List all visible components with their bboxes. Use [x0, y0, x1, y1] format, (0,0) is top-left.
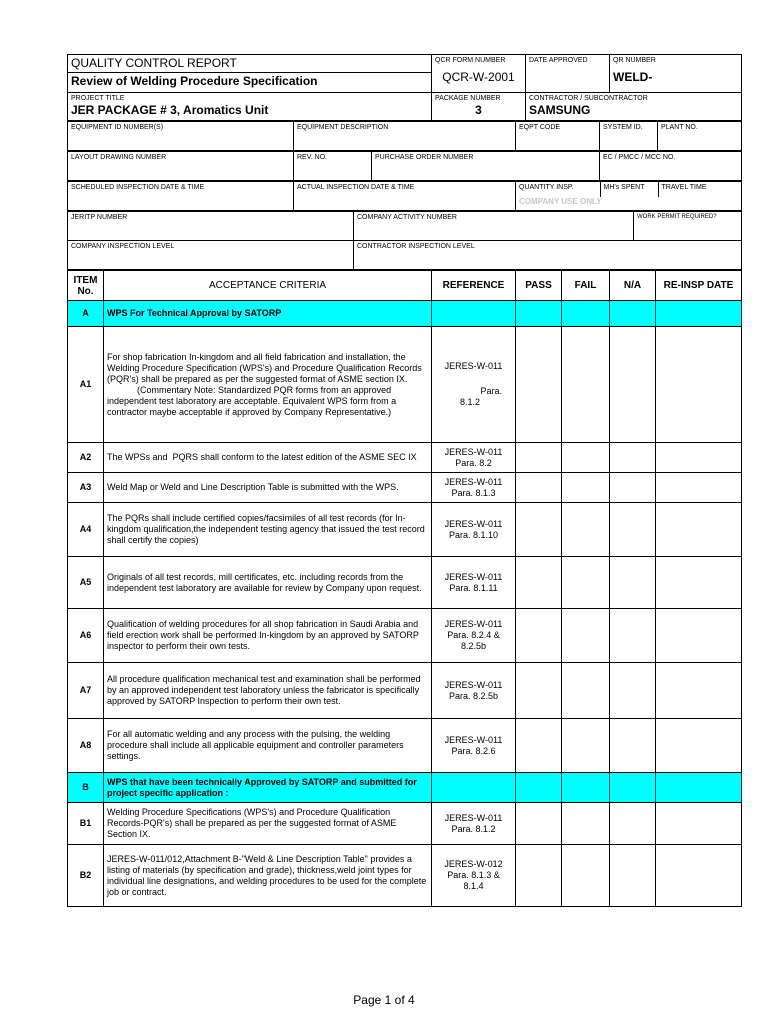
reference — [432, 663, 516, 719]
item-number: A7 — [68, 663, 104, 719]
work-permit-field[interactable] — [634, 212, 742, 241]
reference — [432, 845, 516, 907]
reinsp-date-cell[interactable] — [656, 845, 742, 907]
reference-line: Para. 8.1.11 — [449, 582, 498, 593]
na-cell[interactable] — [610, 609, 656, 663]
criteria-row — [68, 443, 742, 473]
fail-cell[interactable] — [562, 557, 610, 609]
item-number: B2 — [68, 845, 104, 907]
activity-info-grid — [67, 211, 742, 270]
reference — [432, 503, 516, 557]
equipment-desc-label: EQUIPMENT DESCRIPTION — [297, 124, 389, 131]
fail-cell — [562, 301, 610, 327]
reinsp-date-cell[interactable] — [656, 503, 742, 557]
criteria-row — [68, 719, 742, 773]
qcr-form-number-cell — [432, 55, 526, 93]
jeritp-number-label: JERITP NUMBER — [71, 214, 128, 221]
mhs-spent-field[interactable] — [600, 182, 658, 197]
criteria-text: JERES-W-011/012,Attachment B-"Weld & Line Description Table" provides a listing of materials (by specification and grade), thickness,weld joint types for individual line designations, and welding procedures to be used for the complete job or contract. — [104, 845, 432, 907]
reference — [432, 557, 516, 609]
reinsp-date-cell[interactable] — [656, 663, 742, 719]
pass-cell[interactable] — [516, 473, 562, 503]
pass-cell[interactable] — [516, 557, 562, 609]
reference-line: JERES-W-011 — [444, 361, 503, 371]
company-activity-label: COMPANY ACTIVITY NUMBER — [357, 214, 457, 221]
criteria-row — [68, 473, 742, 503]
criteria-text: WPS that have been technically Approved by SATORP and submitted for project specific application : — [104, 773, 432, 803]
company-insp-level-field[interactable] — [68, 241, 354, 270]
reinsp-date-cell[interactable] — [656, 719, 742, 773]
col-fail: FAIL — [562, 271, 610, 301]
item-number: B — [68, 773, 104, 803]
criteria-text: All procedure qualification mechanical test and examination shall be performed by an approved independent test laboratory unless the fabricator is specifically approved by SATORP Inspection to perform their own test. — [104, 663, 432, 719]
pass-cell[interactable] — [516, 443, 562, 473]
actual-inspection-field[interactable] — [294, 182, 516, 211]
drawing-info-grid — [67, 151, 742, 181]
travel-time-field[interactable] — [658, 182, 742, 197]
item-number: A2 — [68, 443, 104, 473]
pass-cell[interactable] — [516, 803, 562, 845]
purchase-order-field[interactable] — [372, 152, 600, 181]
company-use-only-cell — [516, 197, 742, 206]
work-permit-label: WORK PERMIT REQUIRED? — [637, 214, 717, 220]
pass-cell[interactable] — [516, 719, 562, 773]
col-item-no-label: No. — [77, 285, 94, 297]
reinsp-date-cell[interactable] — [656, 609, 742, 663]
item-number: A8 — [68, 719, 104, 773]
plant-no-field[interactable] — [658, 122, 742, 151]
criteria-text: Originals of all test records, mill certificates, etc. including records from the independent test laboratory are available for review by Company upon request. — [104, 557, 432, 609]
inspection-info-grid — [67, 181, 742, 211]
reference-line: JERES-W-011 — [444, 734, 503, 745]
criteria-row — [68, 845, 742, 907]
na-cell[interactable] — [610, 503, 656, 557]
equipment-id-field[interactable] — [68, 122, 294, 151]
reference — [432, 327, 516, 443]
reinsp-date-cell[interactable] — [656, 473, 742, 503]
company-activity-field[interactable] — [354, 212, 634, 241]
col-criteria: ACCEPTANCE CRITERIA — [104, 271, 432, 301]
report-title: QUALITY CONTROL REPORT — [71, 56, 237, 70]
actual-inspection-label: ACTUAL INSPECTION DATE & TIME — [297, 184, 415, 191]
company-use-only-note: COMPANY USE ONLY — [519, 197, 602, 206]
rev-no-label: REV. NO. — [297, 154, 328, 161]
col-item — [68, 271, 104, 301]
item-number: A — [68, 301, 104, 327]
company-use-cell — [516, 182, 742, 211]
report-header — [67, 54, 742, 121]
qr-number-cell — [610, 55, 742, 93]
qcr-form-number-label: QCR FORM NUMBER — [435, 57, 506, 64]
equipment-id-label: EQUIPMENT ID NUMBER(S) — [71, 124, 164, 131]
criteria-row — [68, 557, 742, 609]
criteria-row — [68, 327, 742, 443]
reference-line: Para. 8.2.5b — [448, 690, 499, 701]
reference-line: Para. 8.2.6 — [451, 745, 496, 756]
reference-line: JERES-W-012 — [444, 859, 503, 869]
reinsp-date-cell — [656, 773, 742, 803]
reference-line: Para. 8.1.3 — [451, 487, 496, 498]
reinsp-date-cell[interactable] — [656, 803, 742, 845]
purchase-order-label: PURCHASE ORDER NUMBER — [375, 154, 474, 161]
criteria-row — [68, 803, 742, 845]
contractor-cell — [526, 93, 742, 121]
fail-cell[interactable] — [562, 327, 610, 443]
item-number: A4 — [68, 503, 104, 557]
criteria-text: The PQRs shall include certified copies/facsimiles of all test records (for In-kingdom qualification,the independent testing agency that issued the test record shall certify the copies) — [104, 503, 432, 557]
reference-line: Para. — [480, 386, 502, 396]
reference — [432, 473, 516, 503]
criteria-text: Welding Procedure Specifications (WPS's) and Procedure Qualification Records-PQR's) shall be prepared as per the suggested format of ASME Section IX. — [104, 803, 432, 845]
contractor: SAMSUNG — [529, 103, 591, 117]
travel-time-label: TRAVEL TIME — [661, 184, 707, 191]
na-cell[interactable] — [610, 473, 656, 503]
package-number-cell — [432, 93, 526, 121]
contractor-insp-level-field[interactable] — [354, 241, 742, 270]
qc-report-form — [67, 54, 741, 907]
criteria-text: For shop fabrication In-kingdom and all field fabrication and installation, the Welding Procedure Specification (WPS's) and Procedure Qualification Records (PQR's) shall be prepared as per the suggested format of ASME section IX. (Commentary Note: Standardized PQR forms from an approved independent test laboratory are acceptable. Equivalent WPS form from a contractor maybe acceptable if approved by Company Representative.) — [104, 327, 432, 443]
pass-cell[interactable] — [516, 327, 562, 443]
fail-cell[interactable] — [562, 845, 610, 907]
reference-line: Para. 8.1.2 — [451, 823, 496, 834]
na-cell[interactable] — [610, 719, 656, 773]
reference — [432, 443, 516, 473]
package-number-label: PACKAGE NUMBER — [435, 95, 501, 102]
fail-cell[interactable] — [562, 663, 610, 719]
reference-line: Para. 8.1.10 — [448, 529, 499, 540]
pass-cell[interactable] — [516, 845, 562, 907]
reinsp-date-cell[interactable] — [656, 557, 742, 609]
qr-number-label: QR NUMBER — [613, 57, 656, 64]
na-cell[interactable] — [610, 803, 656, 845]
reference — [432, 773, 516, 803]
item-number: A3 — [68, 473, 104, 503]
rev-no-field[interactable] — [294, 152, 372, 181]
quantity-insp-label: QUANTITY INSP. — [519, 184, 574, 191]
equipment-info-grid — [67, 121, 742, 151]
qcr-form-number: QCR-W-2001 — [442, 70, 515, 84]
item-number: A5 — [68, 557, 104, 609]
fail-cell[interactable] — [562, 609, 610, 663]
criteria-text: Qualification of welding procedures for all shop fabrication in Saudi Arabia and field erection work shall be performed In-kingdom by an approved by SATORP inspector to perform their own tests. — [104, 609, 432, 663]
criteria-row — [68, 609, 742, 663]
ec-pmcc-field[interactable] — [600, 152, 742, 181]
quantity-insp-field[interactable] — [516, 182, 600, 197]
na-cell[interactable] — [610, 327, 656, 443]
company-insp-level-label: COMPANY INSPECTION LEVEL — [71, 243, 175, 250]
checklist-header-row — [68, 271, 742, 301]
system-id-field[interactable] — [600, 122, 658, 151]
criteria-row — [68, 503, 742, 557]
col-na: N/A — [610, 271, 656, 301]
na-cell — [610, 773, 656, 803]
reference-line: Para. 8.2 — [455, 457, 492, 468]
criteria-text: Weld Map or Weld and Line Description Table is submitted with the WPS. — [104, 473, 432, 503]
reference-line: JERES-W-011 — [444, 619, 503, 629]
pass-cell[interactable] — [516, 503, 562, 557]
na-cell[interactable] — [610, 663, 656, 719]
fail-cell[interactable] — [562, 503, 610, 557]
col-reinsp-date: RE-INSP DATE — [656, 271, 742, 301]
report-subtitle-cell — [68, 73, 432, 93]
eqpt-code-field[interactable] — [516, 122, 600, 151]
layout-drawing-label: LAYOUT DRAWING NUMBER — [71, 154, 167, 161]
fail-cell[interactable] — [562, 443, 610, 473]
acceptance-checklist — [67, 270, 742, 907]
ec-pmcc-label: EC / PMCC / MCC NO. — [603, 154, 676, 161]
reference — [432, 719, 516, 773]
criteria-text: For all automatic welding and any process with the pulsing, the welding procedure shall include all applicable equipment and controller parameters settings. — [104, 719, 432, 773]
reinsp-date-cell[interactable] — [656, 327, 742, 443]
page-number: Page 1 of 4 — [353, 993, 415, 1007]
project-title-cell — [68, 93, 432, 121]
pass-cell[interactable] — [516, 609, 562, 663]
reference-line: JERES-W-011 — [444, 476, 503, 487]
plant-no-label: PLANT NO. — [661, 124, 698, 131]
pass-cell — [516, 301, 562, 327]
reference — [432, 803, 516, 845]
criteria-row — [68, 663, 742, 719]
reinsp-date-cell[interactable] — [656, 443, 742, 473]
reference-line: 8.2.5b — [460, 641, 487, 651]
na-cell[interactable] — [610, 443, 656, 473]
criteria-text: The WPSs and PQRS shall conform to the latest edition of the ASME SEC IX — [104, 443, 432, 473]
reinsp-date-cell — [656, 301, 742, 327]
reference-line: JERES-W-011 — [444, 446, 503, 457]
criteria-text: WPS For Technical Approval by SATORP — [104, 301, 432, 327]
reference-line: 8.1.4 — [463, 881, 484, 891]
fail-cell[interactable] — [562, 719, 610, 773]
item-number: A1 — [68, 327, 104, 443]
layout-drawing-field[interactable] — [68, 152, 294, 181]
company-use-table — [516, 182, 742, 206]
item-number: B1 — [68, 803, 104, 845]
col-pass: PASS — [516, 271, 562, 301]
reference-line: JERES-W-011 — [444, 812, 503, 823]
scheduled-inspection-field[interactable] — [68, 182, 294, 211]
reference-line: JERES-W-011 — [444, 679, 503, 690]
na-cell — [610, 301, 656, 327]
col-item-label: ITEM — [73, 274, 98, 286]
reference — [432, 301, 516, 327]
fail-cell — [562, 773, 610, 803]
na-cell[interactable] — [610, 557, 656, 609]
project-title-label: PROJECT TITLE — [71, 95, 125, 102]
reference-line: 8.1.2 — [460, 397, 481, 407]
reference — [432, 609, 516, 663]
reference-line: JERES-W-011 — [444, 518, 503, 529]
pass-cell — [516, 773, 562, 803]
fail-cell[interactable] — [562, 803, 610, 845]
date-approved-cell — [526, 55, 610, 93]
package-number: 3 — [475, 103, 482, 117]
reference-line: Para. 8.2.4 & — [447, 630, 500, 640]
contractor-insp-level-label: CONTRACTOR INSPECTION LEVEL — [357, 243, 475, 250]
date-approved-label: DATE APPROVED — [529, 57, 588, 64]
pass-cell[interactable] — [516, 663, 562, 719]
system-id-label: SYSTEM ID. — [603, 124, 643, 131]
item-number: A6 — [68, 609, 104, 663]
fail-cell[interactable] — [562, 473, 610, 503]
mhs-spent-label: MH's SPENT — [603, 184, 645, 191]
col-reference: REFERENCE — [432, 271, 516, 301]
eqpt-code-label: EQPT CODE — [519, 124, 561, 131]
na-cell[interactable] — [610, 845, 656, 907]
equipment-desc-field[interactable] — [294, 122, 516, 151]
section-row — [68, 301, 742, 327]
qr-number: WELD- — [613, 70, 653, 84]
report-title-cell — [68, 55, 432, 73]
scheduled-inspection-label: SCHEDULED INSPECTION DATE & TIME — [71, 184, 205, 191]
contractor-label: CONTRACTOR / SUBCONTRACTOR — [529, 95, 648, 102]
reference-line: JERES-W-011 — [444, 571, 503, 582]
reference-line: Para. 8.1.3 & — [447, 870, 500, 880]
section-row — [68, 773, 742, 803]
report-subtitle: Review of Welding Procedure Specification — [71, 74, 318, 88]
jeritp-number-field[interactable] — [68, 212, 354, 241]
project-title: JER PACKAGE # 3, Aromatics Unit — [71, 103, 269, 117]
